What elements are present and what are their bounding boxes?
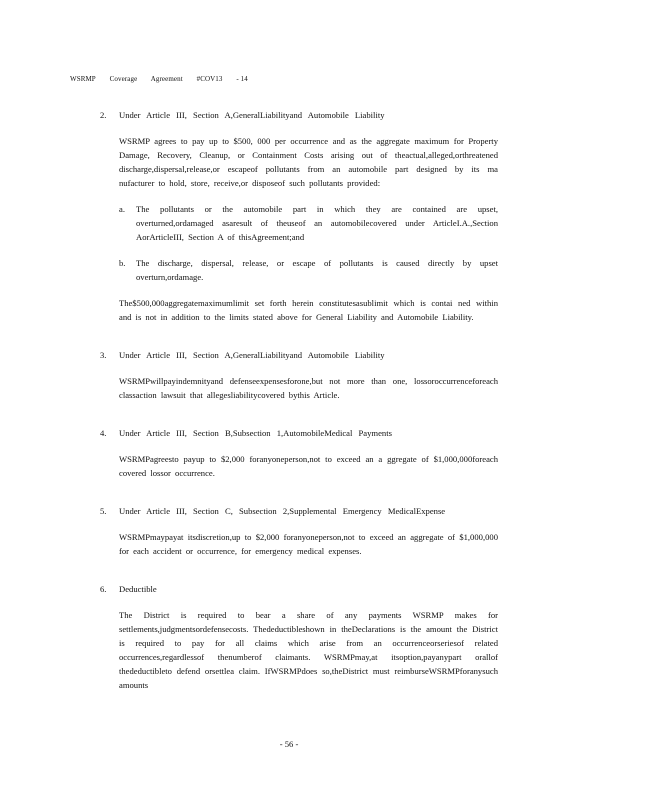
section-item-3	[100, 348, 498, 414]
sub-item-a	[119, 202, 498, 244]
section-item-2	[100, 108, 498, 336]
sub-item-b	[119, 256, 498, 284]
item-heading: Under Article III, Section C, Subsection 2,Supplemental Emergency MedicalExpense	[119, 506, 446, 516]
sub-item-letter: b.	[119, 258, 126, 268]
sub-item-text: The discharge, dispersal, release, or escape of pollutants is caused directly by upset overturn,ordamage.	[136, 258, 498, 282]
header-doc-agreement: Agreement	[150, 75, 183, 83]
item-paragraph: WSRMPwillpayindemnityand defenseexpensesforone,but not more than one, lossoroccurrenceforeach classaction lawsuit that allegesliabilitycovered bythis Article.	[119, 376, 498, 400]
page-number: - 56 -	[279, 739, 299, 749]
item-number: 5.	[100, 506, 107, 516]
item-paragraph: WSRMP agrees to pay up to $500, 000 per occurrence and as the aggregate maximum for Property Damage, Recovery, Cleanup, or Containment Costs arising out of theactual,alleged,orthreatened discharge,dispersal,release,or escapeof pollutants from an automobile part designed by its ma nufacturer to hold, store, receive,or disposeof such pollutants provided:	[119, 136, 498, 188]
item-heading: Deductible	[119, 584, 157, 594]
document-body	[100, 108, 498, 716]
item-paragraph: WSRMPmaypayat itsdiscretion,up to $2,000 foranyoneperson,not to exceed an aggregate of $1,000,000 for each accident or occurrence, for emergency medical expenses.	[119, 532, 498, 556]
item-paragraph: The District is required to bear a share of any payments WSRMP makes for settlements,judgmentsordefensecosts. Thedeductibleshown in theDeclarations is the amount the District is required to pay for all claims which arise from an occurrenceorseriesof related occurrences,regardlessof thenumberof claimants. WSRMPmay,at itsoption,payanypart orallof thedeductibleto defend orsettlea claim. IfWSRMPdoes so,theDistrict must reimburseWSRMPforanysuch amounts	[119, 610, 498, 690]
header-org: WSRMP	[70, 75, 96, 83]
item-paragraph: WSRMPagreesto payup to $2,000 foranyoneperson,not to exceed an a ggregate of $1,000,000foreach covered lossor occurrence.	[119, 454, 498, 478]
section-item-4	[100, 426, 498, 492]
page-header	[70, 75, 260, 83]
item-paragraph: The$500,000aggregatemaximumlimit set forth herein constitutesasublimit which is contai ned within and is not in addition to the limits stated above for General Liability and Automobile Liability.	[119, 298, 498, 322]
item-number: 3.	[100, 350, 107, 360]
item-number: 4.	[100, 428, 107, 438]
header-year: - 14	[236, 75, 248, 83]
section-item-6	[100, 582, 498, 704]
item-number: 6.	[100, 584, 107, 594]
item-number: 2.	[100, 110, 107, 120]
header-doc-coverage: Coverage	[109, 75, 138, 83]
item-heading: Under Article III, Section A,GeneralLiabilityand Automobile Liability	[119, 110, 385, 120]
item-heading: Under Article III, Section B,Subsection 1,AutomobileMedical Payments	[119, 428, 392, 438]
section-item-5	[100, 504, 498, 570]
sub-item-letter: a.	[119, 204, 125, 214]
header-code: #COV13	[196, 75, 223, 83]
sub-item-text: The pollutants or the automobile part in which they are contained are upset, overturned,ordamaged asaresult of theuseof an automobilecovered under ArticleI.A.,Section AorArticleIII, Section A of thisAgreement;and	[136, 204, 498, 242]
item-heading: Under Article III, Section A,GeneralLiabilityand Automobile Liability	[119, 350, 385, 360]
